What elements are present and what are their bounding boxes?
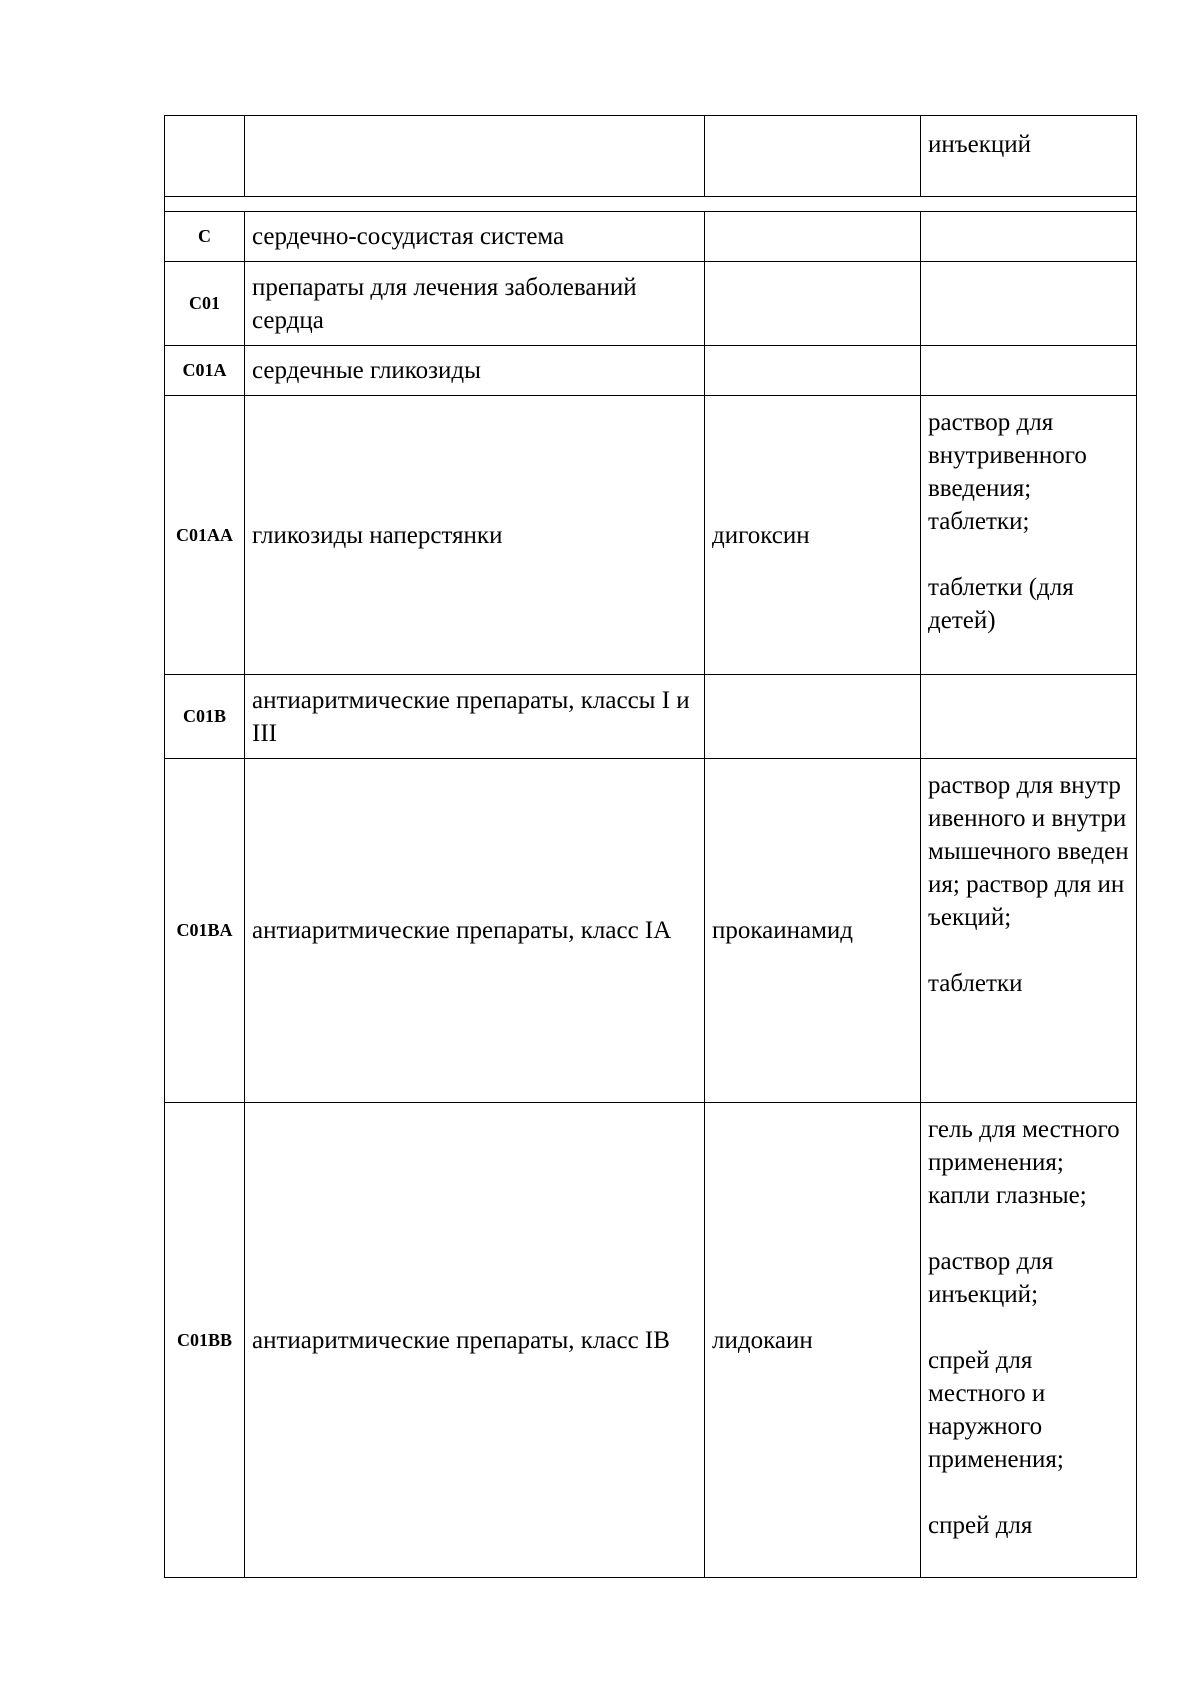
dosage-form-cell bbox=[921, 675, 1137, 759]
dosage-form-text: таблетки (для детей) bbox=[928, 574, 1074, 634]
atc-code-cell: C bbox=[165, 212, 245, 262]
table-row bbox=[165, 262, 1137, 346]
spacer-cell bbox=[165, 197, 1137, 212]
group-name-cell: гликозиды наперстянки bbox=[245, 396, 705, 675]
dosage-form-text: спрей для bbox=[928, 1512, 1033, 1539]
group-name-cell: антиаритмические препараты, классы I и III bbox=[245, 675, 705, 759]
group-name-cell: сердечно-сосудистая система bbox=[245, 212, 705, 262]
drug-name-cell: лидокаин bbox=[705, 1103, 921, 1578]
dosage-form-text: раствор для внутривенного и внутримышечного введения; раствор для инъекций; bbox=[928, 772, 1129, 931]
dosage-form-text: раствор для внутривенного введения; таблетки; bbox=[928, 409, 1087, 535]
dosage-form-text: таблетки bbox=[928, 970, 1023, 997]
dosage-form-cell bbox=[921, 116, 1137, 197]
atc-code-cell: C01BA bbox=[165, 759, 245, 1103]
drug-name-cell: прокаинамид bbox=[705, 759, 921, 1103]
drug-name-cell bbox=[705, 346, 921, 396]
drug-name-cell bbox=[705, 262, 921, 346]
table-row bbox=[165, 116, 1137, 197]
dosage-form-text: инъекций bbox=[928, 131, 1032, 158]
atc-code-cell bbox=[165, 116, 245, 197]
drug-list-table bbox=[164, 115, 1137, 1578]
table-row bbox=[165, 759, 1137, 1103]
dosage-form-cell bbox=[921, 396, 1137, 675]
table-spacer-row bbox=[165, 197, 1137, 212]
atc-code-cell: C01A bbox=[165, 346, 245, 396]
dosage-form-cell bbox=[921, 759, 1137, 1103]
table-row bbox=[165, 212, 1137, 262]
group-name-cell: препараты для лечения заболеваний сердца bbox=[245, 262, 705, 346]
drug-name-cell bbox=[705, 116, 921, 197]
drug-name-cell bbox=[705, 212, 921, 262]
dosage-form-text: гель для местного применения; капли глазные; bbox=[928, 1116, 1120, 1209]
group-name-cell: сердечные гликозиды bbox=[245, 346, 705, 396]
atc-code-cell: C01 bbox=[165, 262, 245, 346]
drug-name-cell: дигоксин bbox=[705, 396, 921, 675]
atc-code-cell: C01BB bbox=[165, 1103, 245, 1578]
table-row bbox=[165, 396, 1137, 675]
drug-name-cell bbox=[705, 675, 921, 759]
group-name-cell: антиаритмические препараты, класс IA bbox=[245, 759, 705, 1103]
group-name-cell: антиаритмические препараты, класс IB bbox=[245, 1103, 705, 1578]
dosage-form-cell bbox=[921, 346, 1137, 396]
table-row bbox=[165, 1103, 1137, 1578]
dosage-form-text: спрей для местного и наружного применения; bbox=[928, 1347, 1064, 1473]
dosage-form-cell bbox=[921, 212, 1137, 262]
dosage-form-cell bbox=[921, 262, 1137, 346]
group-name-cell bbox=[245, 116, 705, 197]
table-row bbox=[165, 346, 1137, 396]
dosage-form-text: раствор для инъекций; bbox=[928, 1248, 1054, 1308]
atc-code-cell: C01AA bbox=[165, 396, 245, 675]
atc-code-cell: C01B bbox=[165, 675, 245, 759]
dosage-form-cell bbox=[921, 1103, 1137, 1578]
table-row bbox=[165, 675, 1137, 759]
